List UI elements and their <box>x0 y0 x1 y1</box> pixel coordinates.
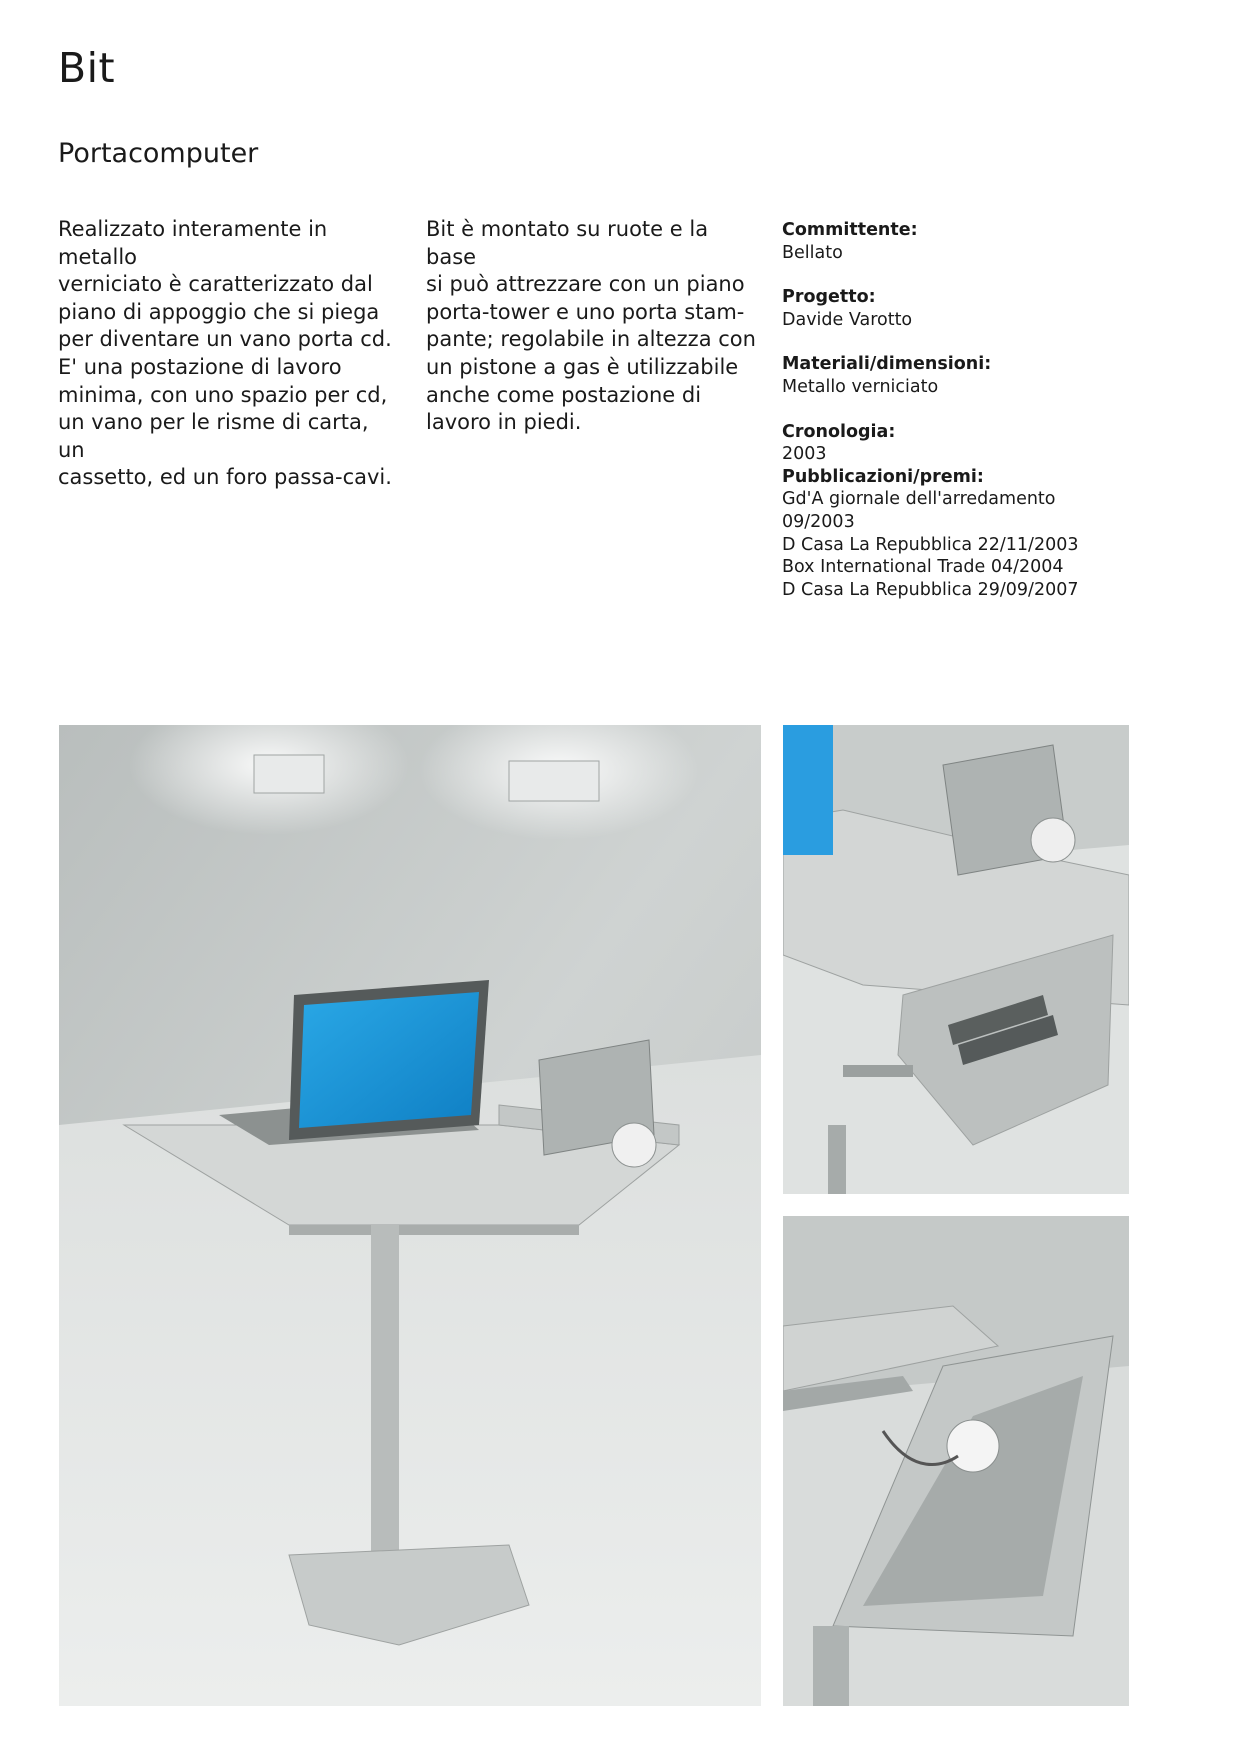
product-title: Bit <box>58 44 116 92</box>
description-line: lavoro in piedi. <box>426 410 582 435</box>
description-line: cassetto, ed un foro passa-cavi. <box>58 465 392 490</box>
pubblicazioni-label: Pubblicazioni/premi: <box>782 466 984 487</box>
description-line: pante; regolabile in altezza con <box>426 327 756 352</box>
materiali-label: Materiali/dimensioni: <box>782 354 992 375</box>
description-line: si può attrezzare con un piano <box>426 272 745 297</box>
main-product-photo <box>59 725 761 1706</box>
description-line: verniciato è caratterizzato dal <box>58 272 373 297</box>
description-line: porta-tower e uno porta stam- <box>426 299 745 324</box>
pubblicazione-item: Gd'A giornale dell'arredamento <box>782 489 1056 510</box>
pubblicazione-item: Box International Trade 04/2004 <box>782 557 1064 578</box>
pubblicazioni-list <box>782 488 1182 601</box>
product-metadata <box>782 219 1182 601</box>
description-line: minima, con uno spazio per cd, <box>58 382 388 407</box>
product-subtitle: Portacomputer <box>58 138 259 169</box>
progetto-value: Davide Varotto <box>782 309 913 330</box>
committente-value: Bellato <box>782 242 843 263</box>
progetto-label: Progetto: <box>782 287 876 308</box>
description-line: piano di appoggio che si piega <box>58 299 380 324</box>
pubblicazione-item: D Casa La Repubblica 29/09/2007 <box>782 579 1079 600</box>
description-column-1 <box>58 216 398 492</box>
description-line: E' una postazione di lavoro <box>58 354 342 379</box>
description-column-2 <box>426 216 756 437</box>
description-line: Bit è montato su ruote e la base <box>426 217 709 269</box>
description-line: un pistone a gas è utilizzabile <box>426 354 739 379</box>
tray-detail-photo <box>783 1216 1129 1706</box>
cronologia-value: 2003 <box>782 444 827 465</box>
committente-label: Committente: <box>782 220 918 240</box>
pubblicazione-item: D Casa La Repubblica 22/11/2003 <box>782 534 1079 555</box>
description-line: un vano per le risme di carta, un <box>58 410 369 462</box>
drawer-detail-photo <box>783 725 1129 1194</box>
materiali-value: Metallo verniciato <box>782 376 939 397</box>
pubblicazione-item: 09/2003 <box>782 511 855 532</box>
cronologia-label: Cronologia: <box>782 421 896 442</box>
description-line: anche come postazione di <box>426 382 702 407</box>
description-line: per diventare un vano porta cd. <box>58 327 392 352</box>
description-line: Realizzato interamente in metallo <box>58 217 328 269</box>
